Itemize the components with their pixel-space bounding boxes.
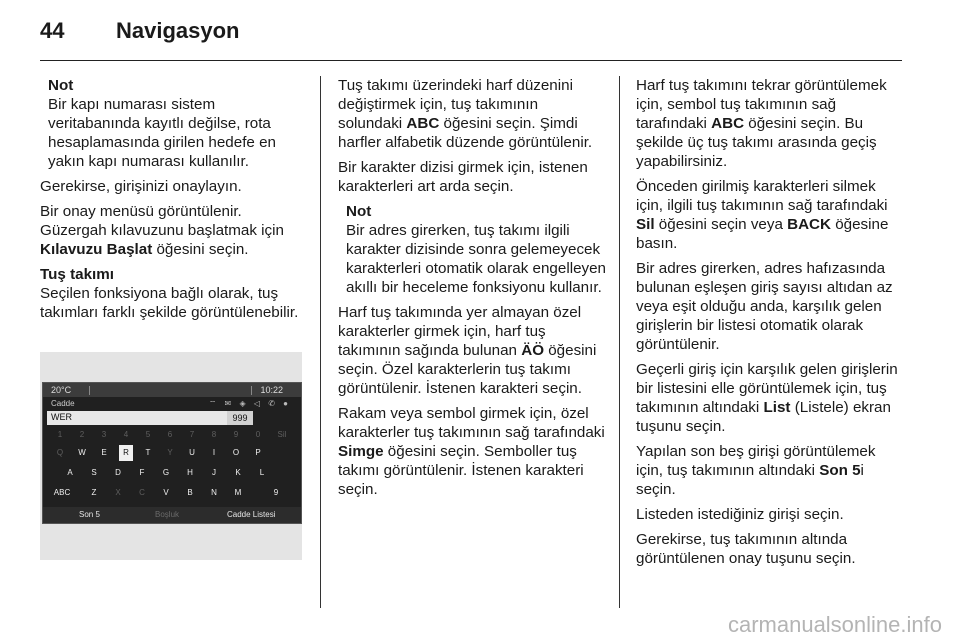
key[interactable]: 6 (167, 430, 173, 439)
paragraph: Bir onay menüsü görüntülenir. Güzergah kılavuzunu başlatmak için Kılavuzu Başlat öğesini seçin. (40, 203, 284, 258)
key[interactable]: E (101, 448, 107, 457)
key[interactable]: C (139, 488, 145, 497)
key[interactable]: U (189, 448, 195, 457)
status-bar (43, 383, 301, 397)
paragraph: Rakam veya sembol girmek için, özel karakterler tuş takımının sağ tarafındaki Simge öğesini seçin. Semboller tuş takımı görüntülenir. İstenen karakteri seçin. (338, 405, 605, 498)
paragraph: Yapılan son beş girişi görüntülemek için, tuş takımının altındaki Son 5i seçin. (636, 443, 876, 498)
key[interactable]: W (78, 448, 86, 457)
paragraph: Önceden girilmiş karakterleri silmek için, ilgili tuş takımının sağ tarafındaki Sil öğesini seçin veya BACK öğesine basın. (636, 178, 889, 252)
page-title: Navigasyon (116, 18, 240, 43)
paragraph: Bir adres girerken, adres hafızasında bulunan eşleşen giriş sayısı altıdan az veya eşit olduğu anda, karşılık gelen girişlerin bir listesi otomatik olarak görüntülenir. (636, 260, 893, 353)
paragraph: Gerekirse, girişinizi onaylayın. (40, 178, 242, 195)
note-box (40, 76, 308, 171)
space-button[interactable]: Boşluk (155, 510, 180, 519)
paragraph: Bir karakter dizisi girmek için, istenen karakterleri art arda seçin. (338, 159, 588, 195)
key[interactable]: O (232, 448, 240, 457)
key[interactable]: B (187, 488, 193, 497)
note-heading: Not (48, 77, 74, 94)
key[interactable]: 3 (101, 430, 107, 439)
key[interactable]: D (115, 468, 121, 477)
street-list-button[interactable]: Cadde Listesi (227, 510, 276, 519)
column-1 (40, 76, 308, 328)
key[interactable]: 7 (189, 430, 195, 439)
paragraph: Tuş takımı üzerindeki harf düzenini değiştirmek için, tuş takımının solundaki ABC öğesini seçin. Şimdi harfler alfabetik düzende görüntülenir. (338, 77, 593, 151)
keyboard-screenshot (40, 352, 302, 560)
paragraph: Harf tuş takımında yer almayan özel karakterler girmek için, harf tuş takımının sağında bulunan ÄÖ öğesini seçin. Özel karakterlerin tuş takımı görüntülenir. İstenen karakteri seçin. (338, 304, 597, 397)
key-selected[interactable]: R (119, 445, 133, 461)
letter-row-2 (43, 465, 301, 481)
key[interactable]: V (163, 488, 169, 497)
clock: 10:22 (260, 385, 283, 395)
column-3 (636, 76, 904, 574)
key[interactable]: 9 (233, 430, 239, 439)
temperature: 20°C (51, 385, 72, 395)
note-text: Bir kapı numarası sistem veritabanında kayıtlı değilse, rota hesaplamasında girilen hedefe en yakın kapı numarası kullanılır. (48, 96, 276, 170)
number-row (43, 427, 301, 443)
column-divider-1 (320, 76, 321, 608)
column-2 (338, 76, 606, 505)
paragraph: Gerekirse, tuş takımının altında görüntülenen onay tuşunu seçin. (636, 531, 856, 567)
key[interactable]: 2 (79, 430, 85, 439)
key[interactable]: Y (167, 448, 173, 457)
watermark: carmanualsonline.info (727, 612, 942, 637)
key[interactable]: K (235, 468, 241, 477)
key[interactable]: Z (91, 488, 97, 497)
last-5-button[interactable]: Son 5 (79, 510, 100, 519)
page-number: 44 (40, 18, 65, 43)
note-text: Bir adres girerken, tuş takımı ilgili karakter dizisinde sonra gelemeyecek karakterleri otomatik olarak engelleyen akıllı bir heceleme fonksiyonu kullanır. (346, 222, 607, 296)
header-rule (40, 60, 902, 61)
paragraph: Harf tuş takımını tekrar görüntülemek için, sembol tuş takımının sağ tarafındaki ABC öğesini seçin. Bu şekilde üç tuş takımı arasında geçiş yapabilirsiniz. (636, 77, 887, 170)
key[interactable]: J (212, 468, 216, 477)
section-heading: Tuş takımı (40, 266, 114, 283)
key[interactable]: X (115, 488, 121, 497)
letter-row-1 (43, 445, 301, 461)
key[interactable]: N (211, 488, 217, 497)
key[interactable]: T (145, 448, 151, 457)
key[interactable]: H (187, 468, 193, 477)
column-divider-2 (619, 76, 620, 608)
letter-row-3 (43, 485, 301, 501)
key[interactable]: I (212, 448, 216, 457)
key[interactable]: A (67, 468, 73, 477)
delete-key[interactable]: Sil (277, 430, 287, 439)
match-count: 999 (227, 411, 253, 425)
key[interactable]: L (259, 468, 265, 477)
note-box (338, 202, 606, 297)
status-icons: ⌔ ✉ ◈ ◁ ✆ ● (208, 399, 291, 408)
key[interactable]: G (162, 468, 170, 477)
note-heading: Not (346, 203, 372, 220)
key[interactable]: 4 (123, 430, 129, 439)
infotainment-screen (42, 382, 302, 524)
key[interactable]: 1 (57, 430, 63, 439)
key[interactable]: 0 (255, 430, 261, 439)
key[interactable]: P (255, 448, 261, 457)
key[interactable]: 5 (145, 430, 151, 439)
paragraph: Seçilen fonksiyona bağlı olarak, tuş takımları farklı şekilde görüntülenebilir. (40, 285, 299, 321)
key[interactable]: 9 (273, 488, 279, 497)
key[interactable]: 8 (211, 430, 217, 439)
address-input[interactable]: WER (47, 411, 247, 425)
paragraph: Geçerli giriş için karşılık gelen girişlerin bir listesini elle görüntülemek için, tuş takımının altındaki List (Listele) ekran tuşunu seçin. (636, 361, 898, 435)
function-bar (43, 507, 301, 523)
key[interactable]: Q (56, 448, 64, 457)
key[interactable]: F (139, 468, 145, 477)
street-label: Cadde (51, 399, 75, 408)
paragraph: Listeden istediğiniz girişi seçin. (636, 506, 844, 523)
key[interactable]: M (234, 488, 242, 497)
abc-key[interactable]: ABC (53, 488, 71, 497)
key[interactable]: S (91, 468, 97, 477)
